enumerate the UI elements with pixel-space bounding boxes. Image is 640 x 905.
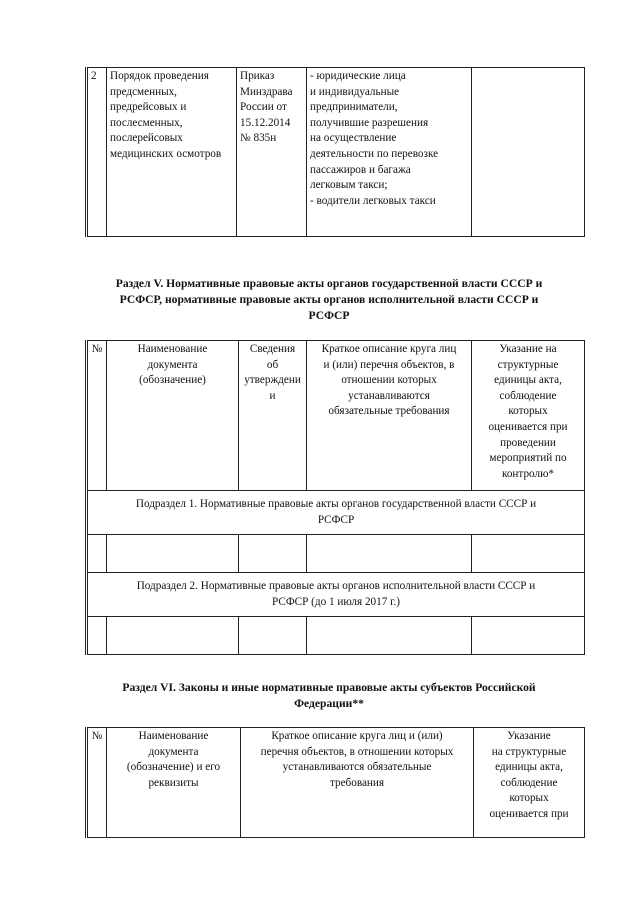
section-5-table [85, 340, 585, 655]
header-approval [239, 341, 307, 491]
approval-cell [237, 68, 307, 237]
empty-cell [107, 617, 239, 655]
text-line: соблюдение [500, 776, 558, 789]
text-line: РСФСР [317, 513, 355, 526]
text-line: обязательные требования [328, 405, 450, 418]
empty-cell [107, 535, 239, 573]
text-line: Указание на [499, 343, 557, 355]
header-subjects [307, 341, 472, 491]
text-line: соблюдение [499, 389, 557, 402]
text-line: требования [329, 776, 385, 789]
text-line: и [269, 389, 276, 402]
text-line: Сведения [249, 343, 296, 355]
text-line: медицинских осмотров [110, 147, 222, 160]
table-row [87, 535, 585, 573]
section-5-title [80, 276, 578, 324]
empty-cell [307, 535, 472, 573]
text-line: деятельности по перевозке [310, 147, 439, 160]
document-name-cell [107, 68, 237, 237]
text-line: которых [508, 405, 548, 418]
text-line: и индивидуальные [310, 85, 400, 98]
text-line: Порядок проведения [110, 70, 209, 82]
text-line: реквизиты [148, 776, 199, 789]
text-line: проведении [500, 436, 556, 449]
top-table [85, 67, 585, 237]
text-line: Наименование [138, 730, 209, 742]
header-number: № [87, 728, 107, 838]
text-line: получившие разрешения [310, 116, 429, 129]
text-line: Подраздел 2. Нормативные правовые акты органов исполнительной власти СССР и [136, 580, 536, 593]
title-line: РСФСР, нормативные правовые акты органов исполнительной власти СССР и [119, 293, 539, 306]
empty-cell [239, 617, 307, 655]
table-row [87, 68, 585, 237]
text-line: послерейсовых [110, 132, 183, 145]
title-line: РСФСР [308, 309, 350, 322]
row-number: 2 [87, 68, 107, 237]
header-subjects [241, 728, 474, 838]
header-row [87, 728, 585, 838]
empty-cell [87, 617, 107, 655]
header-units [472, 341, 585, 491]
text-line: Краткое описание круга лиц и (или) [271, 730, 443, 742]
text-line: мероприятий по [489, 452, 567, 465]
subsection-row [87, 491, 585, 535]
subsection-1-title [87, 491, 585, 535]
text-line: предрейсовых и [110, 101, 187, 114]
section-6-table [85, 727, 585, 838]
text-line: России от [240, 101, 287, 114]
text-line: на структурные [491, 745, 567, 758]
text-line: устанавливаются [348, 389, 430, 402]
text-line: № 835н [240, 132, 277, 145]
text-line: - водители легковых такси [310, 194, 436, 207]
text-line: и (или) перечня объектов, в [323, 358, 455, 371]
title-line: Раздел VI. Законы и иные нормативные правовые акты субъектов Российской [122, 681, 536, 694]
empty-cell [472, 617, 585, 655]
text-line: Наименование [137, 343, 208, 355]
text-line: легковым такси; [310, 179, 388, 192]
text-line: которых [509, 792, 549, 805]
text-line: - юридические лица [310, 70, 406, 82]
empty-cell [307, 617, 472, 655]
text-line: документа [147, 358, 198, 371]
text-line: утверждени [244, 374, 301, 387]
header-units [474, 728, 585, 838]
text-line: пассажиров и багажа [310, 163, 411, 176]
text-line: Минздрава [240, 85, 293, 98]
text-line: перечня объектов, в отношении которых [260, 745, 454, 758]
header-document-name [107, 728, 241, 838]
text-line: РСФСР (до 1 июля 2017 г.) [272, 595, 400, 608]
text-line: об [266, 358, 279, 371]
text-line: предсменных, [110, 85, 177, 98]
title-line: Федерации** [294, 697, 364, 710]
text-line: контролю* [501, 467, 555, 480]
text-line: единицы акта, [495, 761, 563, 774]
text-line: (обозначение) и его [126, 761, 221, 774]
table-row [87, 617, 585, 655]
empty-cell [87, 535, 107, 573]
subsection-2-title [87, 573, 585, 617]
text-line: Краткое описание круга лиц [321, 343, 457, 355]
subsection-row [87, 573, 585, 617]
units-cell [472, 68, 585, 237]
text-line: устанавливаются обязательные [282, 761, 432, 774]
text-line: отношении которых [341, 374, 437, 387]
text-line: документа [148, 745, 199, 758]
text-line: Приказ [240, 70, 275, 82]
text-line: единицы акта, [494, 374, 562, 387]
header-number: № [87, 341, 107, 491]
text-line: структурные [497, 358, 559, 371]
text-line: предприниматели, [310, 101, 398, 114]
text-line: (обозначение) [139, 374, 206, 387]
title-line: Раздел V. Нормативные правовые акты органов государственной власти СССР и [115, 277, 543, 290]
text-line: Указание [507, 730, 551, 742]
text-line: Подраздел 1. Нормативные правовые акты органов государственной власти СССР и [135, 498, 537, 510]
text-line: 15.12.2014 [240, 116, 291, 129]
text-line: оценивается при [488, 420, 568, 433]
text-line: оценивается при [489, 807, 569, 820]
empty-cell [472, 535, 585, 573]
empty-cell [239, 535, 307, 573]
header-document-name [107, 341, 239, 491]
text-line: послесменных, [110, 116, 183, 129]
header-row [87, 341, 585, 491]
text-line: на осуществление [310, 132, 397, 145]
subjects-cell [307, 68, 472, 237]
section-6-title [80, 680, 578, 712]
